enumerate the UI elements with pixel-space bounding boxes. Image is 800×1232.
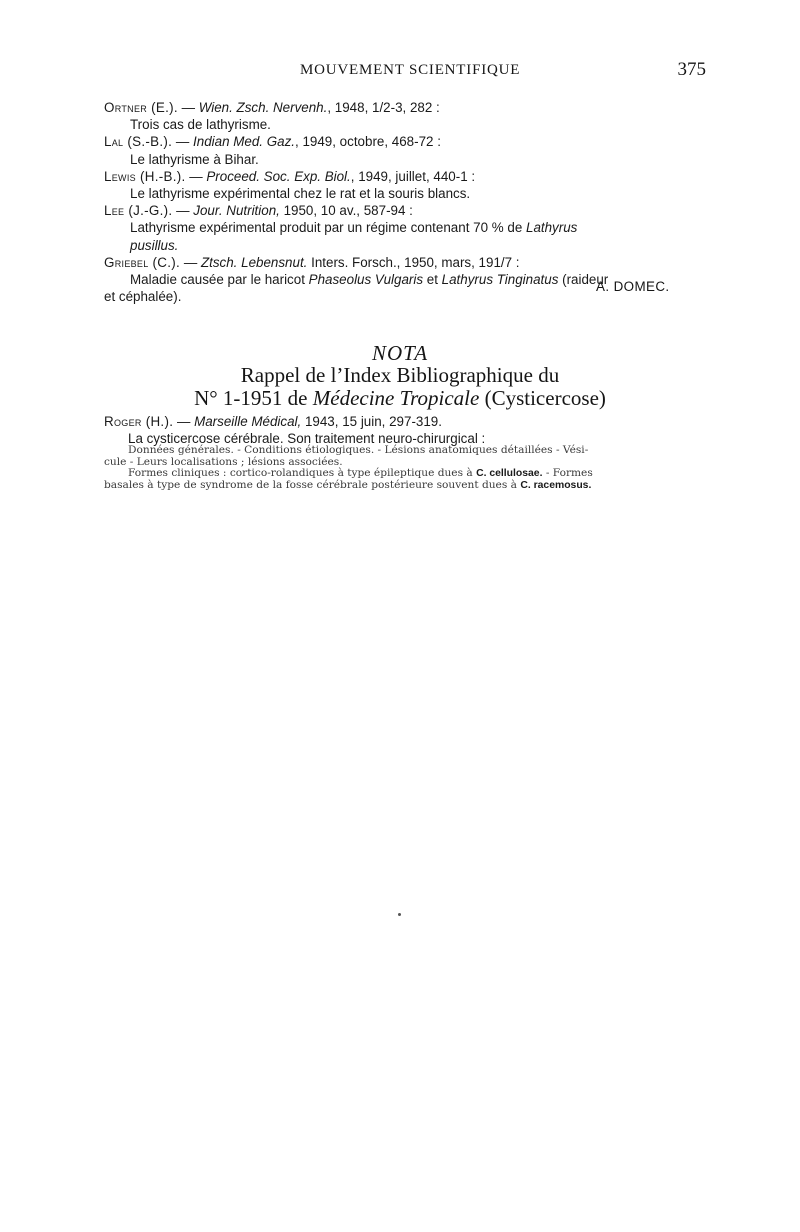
page-number: 375 bbox=[677, 59, 706, 80]
reference-note: Le lathyrisme à Bihar. bbox=[130, 151, 259, 167]
summary-line: Données générales. - Conditions étiologiques. - Lésions anatomiques détaillées - Vési- bbox=[128, 444, 589, 456]
nota-title: NOTA bbox=[371, 341, 429, 365]
reference-note: Maladie causée par le haricot Phaseolus Vulgaris et Lathyrus Tinginatus (raideur bbox=[130, 272, 609, 288]
reference-journal: Marseille Médical, bbox=[194, 414, 302, 429]
reference-entry: Ortner (E.). — Wien. Zsch. Nervenh., 1948, 1/2-3, 282 : Trois cas de lathyrisme. bbox=[104, 99, 710, 133]
reference-details: 1943, 15 juin, 297-319. bbox=[301, 414, 442, 429]
reference-author: Ortner (E.). bbox=[104, 100, 178, 115]
cysticercose-reference: Roger (H.). — Marseille Médical, 1943, 15 juin, 297-319. La cysticercose cérébrale. Son traitement neuro-chirurgical : bbox=[104, 413, 714, 447]
reference-details: , 1949, juillet, 440-1 : bbox=[350, 168, 476, 184]
reference-journal: Wien. Zsch. Nervenh. bbox=[198, 100, 328, 115]
running-head bbox=[0, 59, 800, 86]
section-heading-line-1: Rappel de l’Index Bibliographique du bbox=[240, 363, 560, 387]
reference-details: , 1949, octobre, 468-72 : bbox=[295, 134, 441, 150]
reference-entry: Griebel (C.). — Ztsch. Lebensnut. Inters. Forsch., 1950, mars, 191/7 : Maladie causée par le haricot Phaseolus Vulgaris et Lathyrus Tinginatus (raideur et céphalée). bbox=[104, 254, 710, 306]
reference-author: Lee (J.-G.). bbox=[104, 203, 173, 219]
author-signature: A. DOMEC. bbox=[596, 279, 670, 294]
article-title: La cysticercose cérébrale. Son traitement neuro-chirurgical : bbox=[128, 431, 486, 446]
reference-entry: Lal (S.-B.). — Indian Med. Gaz., 1949, octobre, 468-72 : Le lathyrisme à Bihar. bbox=[104, 133, 710, 167]
bibliography-list bbox=[104, 99, 710, 305]
reference-journal: Ztsch. Lebensnut. bbox=[200, 254, 308, 270]
reference-entry: Lee (J.-G.). — Jour. Nutrition, 1950, 10 av., 587-94 : Lathyrisme expérimental produit par un régime contenant 70 % de Lathyrus pusillus. bbox=[104, 202, 710, 254]
reference-author: Griebel (C.). bbox=[104, 254, 181, 270]
reference-note: Trois cas de lathyrisme. bbox=[130, 117, 271, 133]
reference-author: Lewis (H.-B.). bbox=[104, 168, 186, 184]
summary-line: Formes cliniques : cortico-rolandiques à type épileptique dues à C. cellulosae. - Formes bbox=[128, 467, 593, 480]
reference-journal: Jour. Nutrition, bbox=[193, 203, 280, 219]
reference-entry: Lewis (H.-B.). — Proceed. Soc. Exp. Biol., 1949, juillet, 440-1 : Le lathyrisme expérimental chez le rat et la souris blancs. bbox=[104, 168, 710, 202]
reference-author: Lal (S.-B.). bbox=[104, 134, 173, 150]
reference-note: Lathyrisme expérimental produit par un régime contenant 70 % de Lathyrus bbox=[130, 220, 578, 236]
reference-journal: Proceed. Soc. Exp. Biol. bbox=[206, 168, 351, 184]
reference-note-continued: et céphalée). bbox=[104, 289, 182, 305]
reference-note: Le lathyrisme expérimental chez le rat et la souris blancs. bbox=[130, 186, 471, 202]
reference-details: Inters. Forsch., 1950, mars, 191/7 : bbox=[307, 254, 520, 270]
reference-author: Roger (H.). bbox=[104, 414, 174, 429]
reference-details: 1950, 10 av., 587-94 : bbox=[279, 203, 413, 219]
section-heading-line-2: N° 1-1951 de Médecine Tropicale (Cysticercose) bbox=[194, 386, 606, 410]
summary-line: cule - Leurs localisations ; lésions associées. bbox=[104, 455, 343, 468]
reference-journal: Indian Med. Gaz. bbox=[193, 134, 296, 150]
running-title: MOUVEMENT SCIENTIFIQUE bbox=[300, 62, 521, 78]
summary-line: basales à type de syndrome de la fosse cérébrale postérieure souvent dues à C. racemosus. bbox=[104, 478, 592, 491]
print-speck bbox=[398, 913, 401, 916]
section-heading bbox=[0, 364, 800, 410]
reference-details: , 1948, 1/2-3, 282 : bbox=[327, 100, 440, 115]
reference-note-continued: pusillus. bbox=[130, 237, 179, 253]
article-summary bbox=[104, 445, 710, 491]
